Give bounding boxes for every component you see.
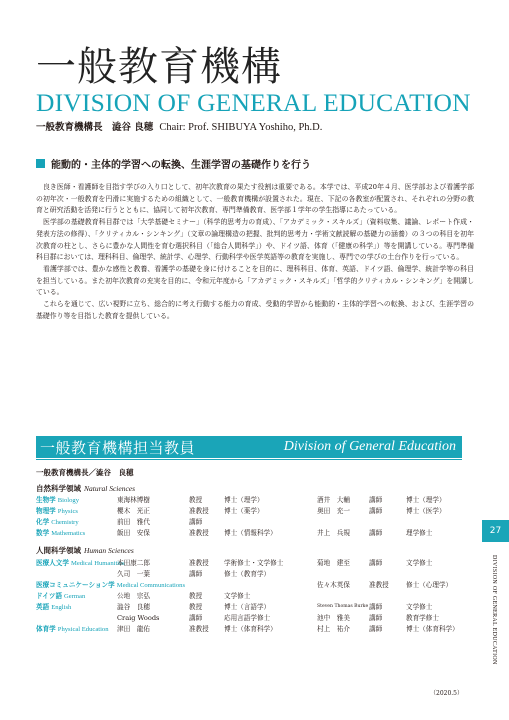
staff-header-bar xyxy=(36,436,462,458)
paragraph: 看護学部では、豊かな感性と教養、看護学の基礎を身に付けることを目的に、理科科目、体育、英語、ドイツ語、倫理学、統計学等の科目を担当している。また初年次教育の充実を目的に、令和元年度から「アカデミック・スキルズ」「哲学的クリティカル・シンキング」を開講している。 xyxy=(36,264,474,297)
discipline xyxy=(36,591,85,602)
staff-degree: 文学修士 xyxy=(406,559,433,567)
date-note: （2020.5） xyxy=(430,690,463,697)
discipline xyxy=(36,517,79,528)
body-text xyxy=(36,182,474,322)
field-heading xyxy=(36,545,134,556)
staff-row xyxy=(36,558,466,568)
page-number-tab: 27 xyxy=(482,520,509,542)
staff-position: 講師 xyxy=(369,529,383,537)
staff-position: 講師 xyxy=(369,614,383,622)
discipline xyxy=(36,558,125,569)
staff-name: Steven Thomas Burke xyxy=(317,604,369,609)
staff-row xyxy=(36,591,466,601)
staff-name: 飯田 安保 xyxy=(117,529,150,537)
field-heading-en: Natural Sciences xyxy=(84,484,136,493)
discipline xyxy=(36,506,78,517)
field-heading-jp: 自然科学領域 xyxy=(36,484,81,493)
staff-name: 村上 祐介 xyxy=(317,625,350,633)
discipline-en: Physics xyxy=(57,508,78,515)
section-heading xyxy=(36,156,311,171)
paragraph: 良き医師・看護師を目指す学びの入り口として、初年次教育の果たす役割は重要である。本学では、平成20年４月、医学部および看護学部の初年次・一般教育を円滑に実施するための組織として、一般教育機構が設置された。現在、下記の各教室が配置され、それぞれの分野の教育と研究活動を活発に行うとともに、協同して初年次教育、専門準備教育、医学部１学年の学生指導にあたっている。 xyxy=(36,183,474,215)
discipline-jp: 医療人文学 xyxy=(36,559,69,567)
chair-name-jp: 一般教育機構長 澁谷 良穂 xyxy=(36,122,154,133)
section-heading-text: 能動的・主体的学習への転換、生涯学習の基礎作りを行う xyxy=(51,160,311,171)
discipline-en: English xyxy=(51,604,72,611)
staff-degree: 博士（理学） xyxy=(224,496,264,504)
staff-name: 佐々木英保 xyxy=(317,581,350,589)
discipline-jp: 生物学 xyxy=(36,496,56,504)
staff-name: 澁谷 良穂 xyxy=(117,603,150,611)
staff-position: 講師 xyxy=(189,570,203,578)
discipline xyxy=(36,580,185,591)
staff-degree: 応用言語学修士 xyxy=(224,614,271,622)
discipline-jp: 英語 xyxy=(36,603,50,611)
staff-position: 教授 xyxy=(189,592,203,600)
staff-row xyxy=(36,624,466,634)
field-heading-jp: 人間科学領域 xyxy=(36,546,81,555)
discipline-jp: ドイツ語 xyxy=(36,592,63,600)
chair-name-en: Chair: Prof. SHIBUYA Yoshiho, Ph.D. xyxy=(159,122,323,133)
staff-position: 教授 xyxy=(189,603,203,611)
staff-row xyxy=(36,517,466,527)
staff-degree: 博士（体育科学） xyxy=(224,625,277,633)
staff-position: 講師 xyxy=(189,518,203,526)
page-title: 一般教育機構 xyxy=(36,44,282,90)
discipline-jp: 物理学 xyxy=(36,507,56,515)
staff-position: 講師 xyxy=(189,614,203,622)
staff-row xyxy=(36,613,466,623)
staff-name: 津田 龍佑 xyxy=(117,625,150,633)
discipline xyxy=(36,613,38,624)
discipline xyxy=(36,495,79,506)
staff-name: 櫻木 光正 xyxy=(117,507,150,515)
staff-position: 講師 xyxy=(369,496,383,504)
staff-row xyxy=(36,602,466,612)
staff-name: 東海林博樹 xyxy=(117,496,150,504)
staff-name: 池中 雅美 xyxy=(317,614,350,622)
discipline-jp: 化学 xyxy=(36,518,50,526)
staff-degree: 修士（教育学） xyxy=(224,570,271,578)
staff-degree: 教育学修士 xyxy=(406,614,439,622)
discipline xyxy=(36,528,85,539)
page-title-english: DIVISION OF GENERAL EDUCATION xyxy=(36,88,471,117)
staff-row xyxy=(36,528,466,538)
discipline-jp: 数学 xyxy=(36,529,50,537)
staff-name: 久司 一葉 xyxy=(117,570,150,578)
staff-row xyxy=(36,580,466,590)
discipline-en: Medical Humanities xyxy=(70,560,125,567)
staff-name: 本田康二郎 xyxy=(117,559,150,567)
staff-position: 准教授 xyxy=(189,559,209,567)
staff-position: 講師 xyxy=(369,559,383,567)
divider xyxy=(36,459,462,460)
staff-name: 酒井 大輔 xyxy=(317,496,350,504)
staff-name: 奥田 充一 xyxy=(317,507,350,515)
staff-header-en: Division of General Education xyxy=(283,439,456,454)
field-heading xyxy=(36,483,135,494)
staff-position: 講師 xyxy=(369,603,383,611)
staff-position: 准教授 xyxy=(189,507,209,515)
division-head: 一般教育機構長／澁谷 良穂 xyxy=(36,468,134,477)
staff-degree: 博士（理学） xyxy=(406,496,446,504)
staff-degree: 学術修士・文学修士 xyxy=(224,559,284,567)
staff-name: 井上 兵規 xyxy=(317,529,350,537)
discipline-en: Mathematics xyxy=(51,530,86,537)
staff-position: 教授 xyxy=(189,496,203,504)
staff-position: 准教授 xyxy=(369,581,389,589)
staff-name: 菊地 建至 xyxy=(317,559,350,567)
staff-degree: 文学修士 xyxy=(406,603,433,611)
square-bullet-icon xyxy=(36,159,45,168)
discipline xyxy=(36,602,71,613)
discipline-en: German xyxy=(64,593,86,600)
discipline-jp: 医療コミュニケーション学 xyxy=(36,581,115,589)
staff-degree: 理学修士 xyxy=(406,529,433,537)
discipline xyxy=(36,569,38,580)
staff-row xyxy=(36,506,466,516)
paragraph: 医学部の基礎教育科目群では「大学基礎セミナー」（科学的思考力の育成）、「アカデミック・スキルズ」（資料収集、議論、レポート作成・発表方法の修得）、「クリティカル・シンキング」（文章の論理構造の把握、批判的思考力・学術文献読解の基礎力の涵養）の３つの科目を初年次教育の柱とし、さらに豊かな人間性を育む選択科目（「総合人間科学」）や、ドイツ語、体育（「健康の科学」）等を開講している。専門準備科目群においては、理科科目、倫理学、統計学、心理学、行動科学や医学英語等の教育を実施し、専門での学びの土台作りを行っている。 xyxy=(36,218,474,262)
staff-degree: 博士（情報科学） xyxy=(224,529,277,537)
staff-degree: 文学修士 xyxy=(224,592,251,600)
staff-degree: 修士（心理学） xyxy=(406,581,453,589)
staff-position: 准教授 xyxy=(189,529,209,537)
staff-header-jp: 一般教育機構担当教員 xyxy=(40,438,196,457)
chair-line xyxy=(36,121,322,134)
staff-degree: 博士（医学） xyxy=(406,507,446,515)
staff-degree: 博士（体育科学） xyxy=(406,625,459,633)
side-label: DIVISION OF GENERAL EDUCATION xyxy=(491,555,497,665)
staff-row xyxy=(36,569,466,579)
staff-name: Craig Woods xyxy=(117,614,160,622)
discipline xyxy=(36,624,109,635)
field-heading-en: Human Sciences xyxy=(84,546,134,555)
staff-degree: 博士（言語学） xyxy=(224,603,271,611)
paragraph: これらを通じて、広い視野に立ち、総合的に考え行動する能力の育成、受動的学習から能動的・主体的学習への転換、および、生涯学習の基礎作り等を目指した教育を提供している。 xyxy=(36,300,474,320)
discipline-en: Chemistry xyxy=(51,519,79,526)
staff-name: 前田 雅代 xyxy=(117,518,150,526)
discipline-en: Physical Education xyxy=(57,626,109,633)
staff-name: 公地 宗弘 xyxy=(117,592,150,600)
staff-position: 講師 xyxy=(369,507,383,515)
staff-position: 准教授 xyxy=(189,625,209,633)
staff-degree: 博士（薬学） xyxy=(224,507,264,515)
staff-position: 講師 xyxy=(369,625,383,633)
discipline-en: Medical Communications xyxy=(116,582,186,589)
staff-row xyxy=(36,495,466,505)
discipline-en: Biology xyxy=(57,497,80,504)
discipline-jp: 体育学 xyxy=(36,625,56,633)
